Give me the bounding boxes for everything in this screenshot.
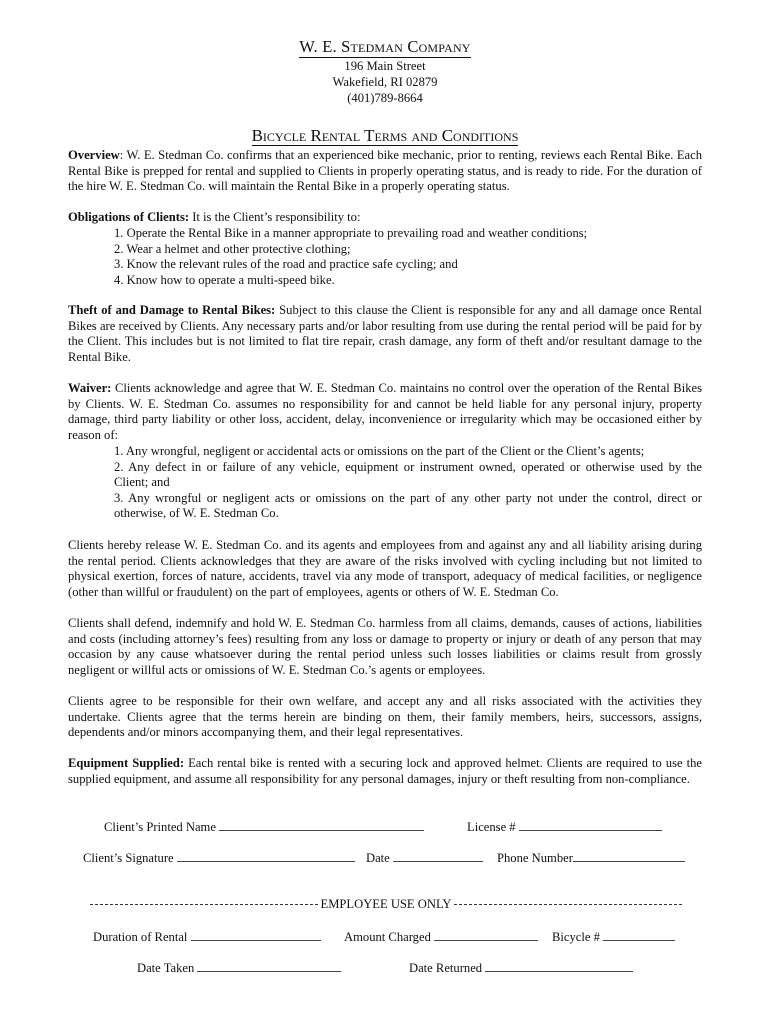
bicycle-number-field bbox=[552, 928, 675, 945]
printed-name-field bbox=[104, 818, 424, 835]
date-field bbox=[366, 849, 483, 866]
equipment-paragraph bbox=[68, 756, 702, 787]
date-taken-input[interactable] bbox=[197, 959, 341, 972]
waiver-list bbox=[114, 444, 702, 522]
waiver-item-2-cont: Client; and bbox=[114, 475, 170, 490]
license-label: License # bbox=[467, 820, 516, 834]
date-returned-input[interactable] bbox=[485, 959, 633, 972]
obligation-item: 4. Know how to operate a multi-speed bike. bbox=[114, 272, 335, 287]
company-city: Wakefield, RI 02879 bbox=[332, 75, 438, 89]
waiver-item-3-cont: otherwise, of W. E. Stedman Co. bbox=[114, 506, 279, 521]
document-title bbox=[0, 126, 770, 146]
document-title-text: Bicycle Rental Terms and Conditions bbox=[251, 126, 519, 145]
date-taken-field bbox=[137, 959, 341, 976]
phone-number-label: Phone Number bbox=[497, 851, 573, 865]
overview-paragraph bbox=[68, 148, 702, 195]
waiver-text: Clients acknowledge and agree that W. E. Stedman Co. maintains no control over the operation of the Rental Bikes by Clients. W. E. Stedman Co. assumes no responsibility for and cannot be held liable for any personal injury, property damage, third party liability or other loss, accident, delay, inconvenience or irregularity which may be occasioned either by reason of: bbox=[68, 381, 702, 442]
waiver-heading: Waiver: bbox=[68, 381, 112, 395]
theft-text: Subject to this clause the Client is responsible for any and all damage once Rental Bikes are received by Clients. Any necessary parts and/or labor resulting from use during the rental period will be paid for by the Client. This includes but is not limited to flat tire repair, crash damage, any form of theft and/or resultant damage to the Rental Bike. bbox=[68, 303, 703, 364]
employee-use-divider bbox=[90, 897, 682, 912]
obligation-item: 1. Operate the Rental Bike in a manner appropriate to prevailing road and weather conditions; bbox=[114, 226, 588, 240]
divider-dash-left bbox=[90, 904, 318, 905]
amount-label: Amount Charged bbox=[344, 930, 431, 944]
obligations-paragraph bbox=[68, 210, 702, 226]
license-field bbox=[467, 818, 662, 835]
welfare-paragraph: Clients agree to be responsible for their own welfare, and accept any and all risks associated with the activities they undertake. Clients agree that the terms herein are binding on them, their family members, heirs, successors, assigns, dependents and/or minors accompanying them, and their legal representatives. bbox=[68, 694, 702, 740]
equipment-text: Each rental bike is rented with a securing lock and approved helmet. Clients are required to use the supplied equipment, and assume all responsibility for any personal damages, injury or theft resulting from non-compliance. bbox=[68, 756, 703, 786]
date-returned-field bbox=[409, 959, 633, 976]
waiver-paragraph bbox=[68, 381, 702, 443]
duration-input[interactable] bbox=[191, 928, 321, 941]
date-returned-label: Date Returned bbox=[409, 961, 483, 975]
theft-paragraph bbox=[68, 303, 702, 365]
company-name bbox=[0, 37, 770, 57]
bicycle-number-input[interactable] bbox=[603, 928, 675, 941]
waiver-item-1: 1. Any wrongful, negligent or accidental acts or omissions on the part of the Client or the Client’s agents; bbox=[114, 444, 645, 458]
signature-input[interactable] bbox=[177, 849, 355, 862]
date-taken-label: Date Taken bbox=[137, 961, 195, 975]
equipment-heading: Equipment Supplied: bbox=[68, 756, 185, 770]
indemnify-paragraph: Clients shall defend, indemnify and hold W. E. Stedman Co. harmless from all claims, demands, causes of actions, liabilities and costs (including attorney’s fees) resulting from any loss or damage to property or injury or death of any person that may occasion by any cause whatsoever during the rental period unless such losses liabilities or claims result from grossly negligent or willful acts or omissions of W. E. Stedman Co.’s agents or employees. bbox=[68, 616, 702, 677]
date-label: Date bbox=[366, 851, 390, 865]
obligations-intro: It is the Client’s responsibility to: bbox=[189, 210, 361, 224]
company-phone: (401)789-8664 bbox=[347, 91, 423, 105]
printed-name-label: Client’s Printed Name bbox=[104, 820, 216, 834]
overview-text: : W. E. Stedman Co. confirms that an experienced bike mechanic, prior to renting, reviews each Rental Bike. Each Rental Bike is prepped for rental and supplied to Clients in properly operating status, and is ready to ride. For the duration of the hire W. E. Stedman Co. will maintain the Rental Bike in a properly operating status. bbox=[68, 148, 702, 194]
printed-name-input[interactable] bbox=[219, 818, 424, 831]
duration-field bbox=[93, 928, 321, 945]
bicycle-number-label: Bicycle # bbox=[552, 930, 600, 944]
amount-input[interactable] bbox=[434, 928, 538, 941]
signature-field bbox=[83, 849, 355, 866]
employee-use-label: EMPLOYEE USE ONLY bbox=[320, 897, 452, 911]
duration-label: Duration of Rental bbox=[93, 930, 188, 944]
phone-number-input[interactable] bbox=[573, 849, 685, 862]
waiver-item-2: 2. Any defect in or failure of any vehicle, equipment or instrument owned, operated or otherwise used by the bbox=[114, 459, 702, 474]
release-paragraph: Clients hereby release W. E. Stedman Co. and its agents and employees from and against any and all liability arising during the rental period. Clients acknowledges that they are aware of the risks involved with cycling including but not limited to physical exertion, forces of nature, accidents, travel via any mode of transport, adequacy of medical facilities, or negligence (other than willful or fraudulent) on the part of employees, agents or others of W. E. Stedman Co. bbox=[68, 538, 702, 599]
phone-number-field bbox=[497, 849, 685, 866]
date-input[interactable] bbox=[393, 849, 483, 862]
company-name-text: W. E. Stedman Company bbox=[299, 37, 471, 56]
obligation-item: 2. Wear a helmet and other protective clothing; bbox=[114, 241, 351, 256]
company-street: 196 Main Street bbox=[344, 59, 426, 73]
divider-dash-right bbox=[454, 904, 682, 905]
obligation-item: 3. Know the relevant rules of the road and practice safe cycling; and bbox=[114, 257, 458, 272]
amount-field bbox=[344, 928, 538, 945]
overview-heading: Overview bbox=[68, 148, 120, 162]
waiver-item-3: 3. Any wrongful or negligent acts or omissions on the part of any other party not under the control, direct or bbox=[114, 490, 702, 505]
obligations-list bbox=[114, 226, 702, 288]
obligations-heading: Obligations of Clients: bbox=[68, 210, 190, 224]
theft-heading: Theft of and Damage to Rental Bikes: bbox=[68, 303, 276, 317]
signature-label: Client’s Signature bbox=[83, 851, 174, 865]
license-input[interactable] bbox=[519, 818, 662, 831]
